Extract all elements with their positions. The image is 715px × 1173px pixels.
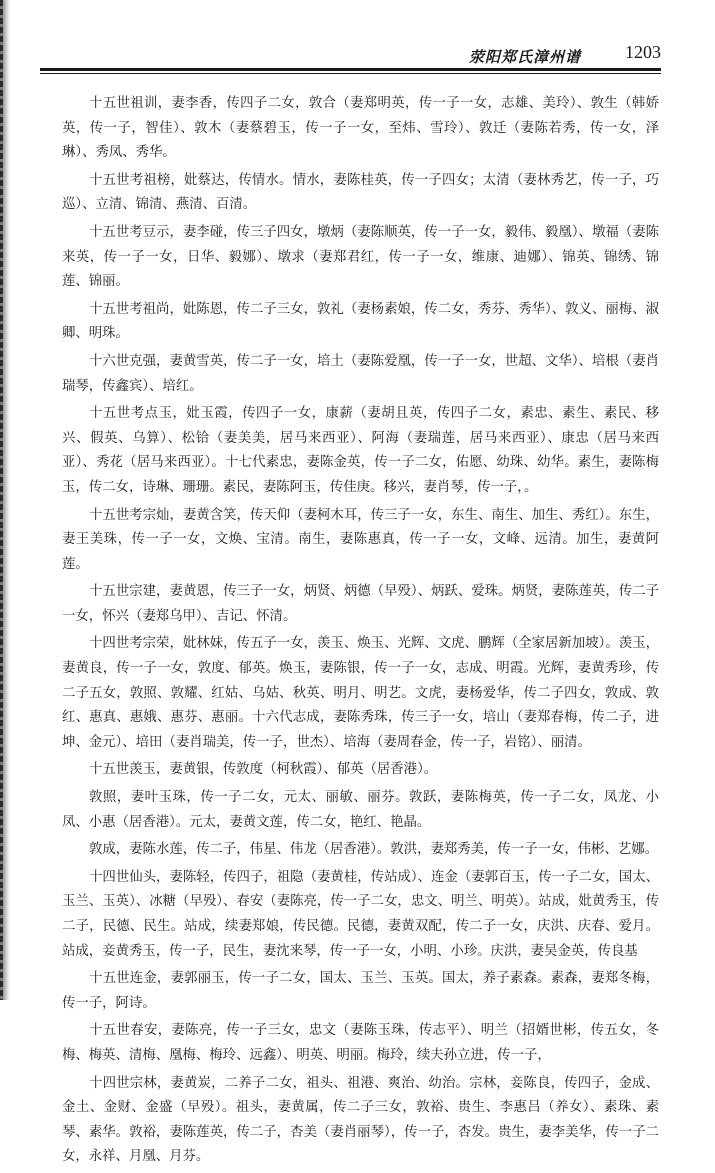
paragraph: 十五世考祖尚，妣陈恩，传二子三女，敦礼（妻杨素娘，传二女，秀芬、秀华）、敦义、丽梅、淑卿、明珠。 <box>62 301 659 342</box>
paragraph: 十四世考宗荣，妣林妹，传五子一女，羡玉、焕玉、光辉、文虎、鹏辉（全家居新加坡）。羡玉，妻黄良，传一子一女，敦度、郁英。焕玉，妻陈银，传一子一女，志成、明霞。光辉，妻黄秀珍，传二子五女，敦照、敦耀、红姑、乌姑、秋英、明月、明艺。文虎，妻杨爱华，传二子四女，敦成、敦红、惠真、惠娥、惠芬、惠丽。十六代志成，妻陈秀珠，传三子一女，培山（妻郑春梅，传二子，进坤、金元）、培田（妻肖瑞美，传一子，世杰）、培海（妻周春金，传一子，岩铭）、丽清。 <box>62 636 659 750</box>
paragraph: 十五世连金，妻郭丽玉，传一子二女，国太、玉兰、玉英。国太，养子素森。素森，妻郑冬梅，传一子，阿诗。 <box>62 971 659 1011</box>
paragraph: 十五世考宗灿，妻黄含笑，传天仰（妻柯木耳，传三子一女，东生、南生、加生、秀红）。东生，妻王美珠，传一子一女，文焕、宝清。南生，妻陈惠真，传一子一女，文峰、远清。加生，妻黄阿莲。 <box>62 507 659 572</box>
running-title: 荥阳郑氏漳州谱 <box>468 48 581 66</box>
paragraph: 十五世祖训，妻李香，传四子二女，敦合（妻郑明英，传一子一女，志雄、美玲）、敦生（韩娇英，传一子，智佳）、敦木（妻蔡碧玉，传一子一女，至炜、雪玲）、敦迁（妻陈若秀，传一女，泽琳）、秀凤、秀华。 <box>62 96 659 161</box>
paragraph: 十五世考祖榜，妣蔡达，传情水。情水，妻陈桂英，传一子四女；太清（妻林秀艺，传一子，巧巡）、立清、锦清、燕清、百清。 <box>62 172 659 213</box>
page-number: 1203 <box>625 42 661 62</box>
paragraph: 十五世春安，妻陈亮，传一子三女，忠文（妻陈玉珠，传志平）、明兰（招婿世彬，传五女，冬梅、梅英、清梅、凰梅、梅玲、远鑫）、明英、明丽。梅玲，续夫孙立进，传一子， <box>62 1023 659 1063</box>
paragraph: 十六世克强，妻黄雪英，传二子一女，培土（妻陈爱凰，传一子一女，世超、文华）、培根（妻肖瑞琴，传鑫宾）、培红。 <box>62 353 659 394</box>
page-header <box>40 42 661 82</box>
paragraph: 十四世宗林，妻黄炭，二养子二女，祖头、祖港、爽治、幼治。宗林，妾陈良，传四子，金成、金土、金财、金盛（早殁）。祖头，妻黄属，传二子三女，敦裕、贵生、李惠吕（养女）、素珠、素琴、素华。敦裕，妻陈莲英，传二子，杏美（妻肖丽琴），传一子，杏发。贵生，妻李美华，传一子二女，永祥、月凰、月芬。 <box>62 1075 659 1165</box>
paragraph: 十五世羡玉，妻黄银，传敦度（柯秋霞）、郁英（居香港）。 <box>89 762 438 778</box>
paragraph: 十五世考点玉，妣玉霞，传四子一女，康薪（妻胡且英，传四子二女，素忠、素生、素民、移兴、假英、乌算）、松铪（妻美美，居马来西亚）、阿海（妻瑞莲，居马来西亚）、康忠（居马来西亚）、秀花（居马来西亚）。十七代素忠，妻陈金英，传一子二女，佑愿、幼珠、幼华。素生，妻陈梅玉，传二女，诗琳、珊珊。素民，妻陈阿玉，传佳庚。移兴，妻肖琴，传一子，。 <box>62 406 659 495</box>
body-text <box>62 92 659 1173</box>
paragraph: 敦照，妻叶玉珠，传一子二女，元太、丽敏、丽芬。敦跃，妻陈梅英，传一子二女，凤龙、小凤、小惠（居香港）。元太，妻黄文莲，传二女，艳红、艳晶。 <box>62 790 659 830</box>
paragraph: 十四世仙头，妻陈轻，传四子，祖隐（妻黄桂，传站成）、连金（妻郭百玉，传一子二女，国太、玉兰、玉英）、冰糖（早殁）、春安（妻陈亮，传一子二女，忠文、明兰、明英）。站成，妣黄秀玉，传二子，民德、民生。站成，续妻郑娘，传民德。民德，妻黄双配，传二子一女，庆洪、庆春、爱月。站成，妾黄秀玉，传一子，民生，妻沈来琴，传一子一女，小明、小珍。庆洪，妻吴金英，传良基 <box>62 869 659 959</box>
header-rule-thick <box>40 68 661 71</box>
scan-binding-shadow <box>0 0 3 1000</box>
header-rule-thin <box>40 73 661 74</box>
paragraph: 十五世宗建，妻黄恩，传三子一女，炳贤、炳德（早殁）、炳跃、爱珠。炳贤，妻陈莲英，传二子一女，怀兴（妻郑乌甲）、吉记、怀清。 <box>62 584 659 624</box>
paragraph: 敦成，妻陈水莲，传二子，伟星、伟龙（居香港）。敦洪，妻郑秀美，传一子一女，伟彬、艺娜。 <box>89 842 659 858</box>
paragraph: 十五世考豆示，妻李碰，传三子四女，墩炳（妻陈顺英，传一子一女，毅伟、毅凰）、墩福（妻陈来英，传一子一女，日华、毅娜）、墩求（妻郑君红，传一子一女，维康、迪娜）、锦英、锦绣、锦莲、锦丽。 <box>62 224 659 290</box>
